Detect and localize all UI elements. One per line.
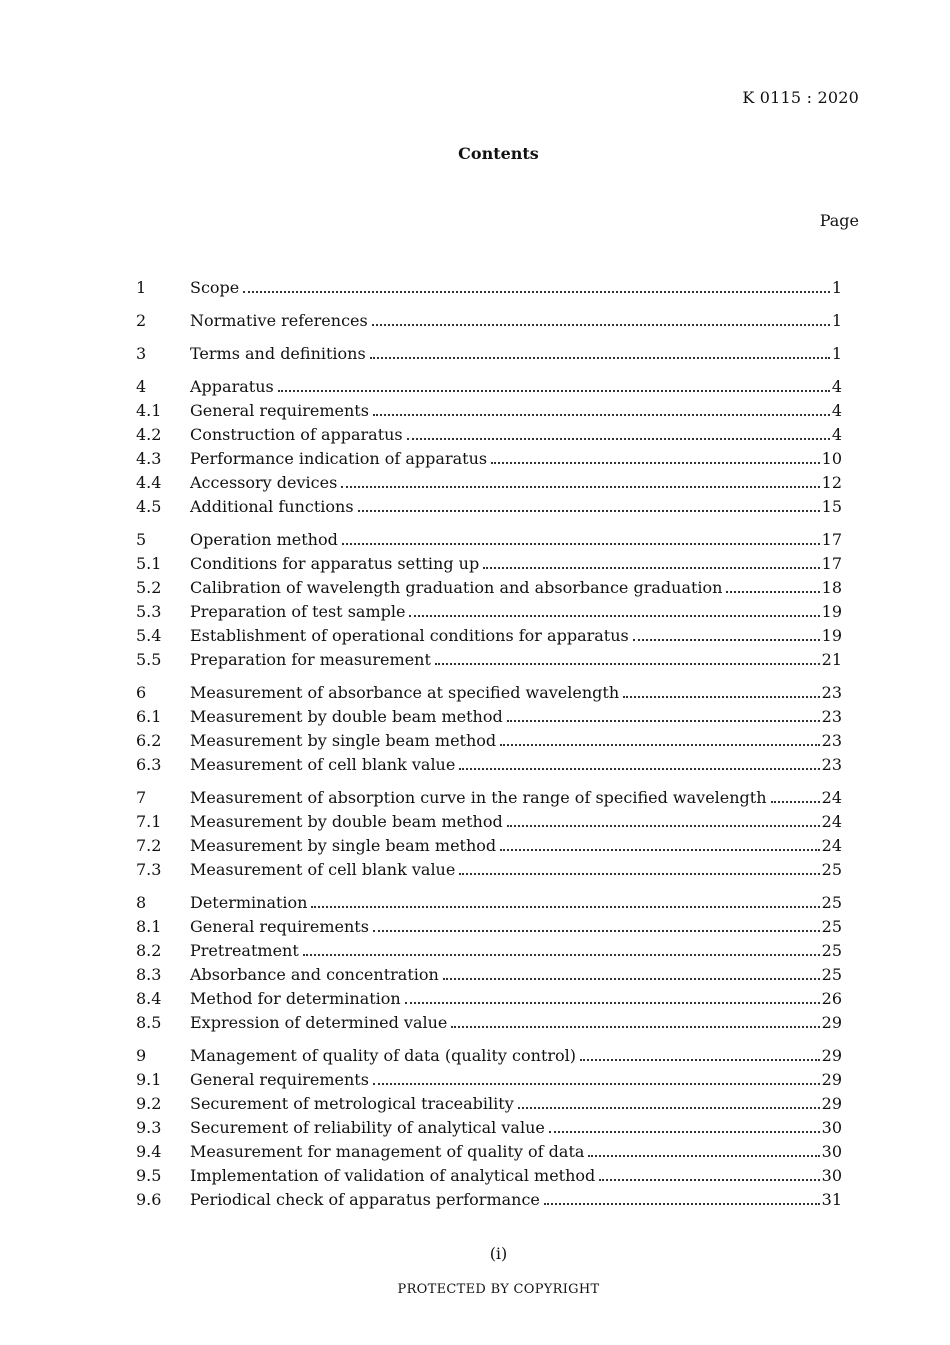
toc-entry[interactable] [136, 309, 842, 333]
toc-entry-title: Measurement of absorption curve in the range of specified wavelength [190, 788, 767, 807]
toc-entry-number: 8.5 [136, 1013, 162, 1032]
toc-section-group [136, 375, 842, 519]
toc-entry-title: Conditions for apparatus setting up [190, 554, 480, 573]
toc-entry-page: 23 [821, 731, 842, 750]
toc-entry[interactable] [136, 834, 842, 858]
toc-entry-title: Preparation for measurement [190, 650, 431, 669]
toc-entry[interactable] [136, 600, 842, 624]
toc-entry-number: 8.3 [136, 965, 162, 984]
toc-entry-page: 19 [821, 602, 842, 621]
dot-leader [373, 414, 830, 416]
toc-entry-page: 21 [821, 650, 842, 669]
toc-entry-title: Apparatus [190, 377, 274, 396]
toc-entry-number: 9.3 [136, 1118, 162, 1137]
toc-entry-number: 4.1 [136, 401, 162, 420]
toc-entry-page: 25 [821, 893, 842, 912]
toc-entry-number: 8.4 [136, 989, 162, 1008]
dot-leader [500, 744, 819, 746]
dot-leader [459, 768, 819, 770]
toc-entry[interactable] [136, 528, 842, 552]
toc-entry-title: Measurement by double beam method [190, 812, 503, 831]
toc-entry-number: 5 [136, 530, 147, 549]
toc-entry-title: Measurement by single beam method [190, 836, 497, 855]
toc-entry[interactable] [136, 1188, 842, 1212]
toc-entry-title: Scope [190, 278, 240, 297]
dot-leader [443, 978, 820, 980]
toc-entry-number: 8 [136, 893, 147, 912]
toc-entry-number: 5.4 [136, 626, 162, 645]
dot-leader [491, 462, 820, 464]
toc-entry-page: 4 [831, 377, 842, 396]
dot-leader [341, 486, 819, 488]
dot-leader [405, 1002, 820, 1004]
toc-entry[interactable] [136, 1011, 842, 1035]
toc-entry-title: Measurement by double beam method [190, 707, 503, 726]
toc-entry-page: 1 [831, 344, 842, 363]
toc-entry-page: 12 [821, 473, 842, 492]
dot-leader [373, 930, 820, 932]
toc-entry-number: 2 [136, 311, 147, 330]
toc-entry-title: Measurement by single beam method [190, 731, 497, 750]
toc-entry[interactable] [136, 1164, 842, 1188]
toc-entry-number: 9.1 [136, 1070, 162, 1089]
toc-entry-title: Absorbance and concentration [190, 965, 439, 984]
toc-entry[interactable] [136, 1068, 842, 1092]
toc-entry-number: 7 [136, 788, 147, 807]
dot-leader [544, 1203, 820, 1205]
toc-entry-page: 29 [821, 1094, 842, 1113]
toc-entry-number: 8.2 [136, 941, 162, 960]
toc-section-group [136, 342, 842, 366]
toc-entry-number: 4 [136, 377, 147, 396]
toc-entry-page: 23 [821, 683, 842, 702]
dot-leader [771, 801, 820, 803]
toc-entry-page: 23 [821, 755, 842, 774]
toc-entry-page: 15 [821, 497, 842, 516]
toc-entry-number: 8.1 [136, 917, 162, 936]
toc-entry-number: 5.2 [136, 578, 162, 597]
page-column-header: Page [819, 211, 859, 230]
toc-entry-title: Accessory devices [190, 473, 338, 492]
dot-leader [483, 567, 819, 569]
toc-section-group [136, 1044, 842, 1212]
toc-entry-page: 29 [821, 1013, 842, 1032]
toc-entry-title: Preparation of test sample [190, 602, 406, 621]
toc-entry-title: Operation method [190, 530, 338, 549]
toc-entry-title: Implementation of validation of analytical method [190, 1166, 596, 1185]
toc-entry-title: Determination [190, 893, 308, 912]
toc-entry-title: Construction of apparatus [190, 425, 403, 444]
toc-entry[interactable] [136, 495, 842, 519]
toc-entry-page: 25 [821, 965, 842, 984]
toc-entry-number: 4.5 [136, 497, 162, 516]
dot-leader [633, 639, 820, 641]
toc-entry-page: 1 [831, 311, 842, 330]
toc-entry-page: 1 [831, 278, 842, 297]
toc-entry[interactable] [136, 399, 842, 423]
toc-entry-title: Periodical check of apparatus performance [190, 1190, 540, 1209]
toc-entry[interactable] [136, 729, 842, 753]
toc-entry-number: 7.1 [136, 812, 162, 831]
table-of-contents [136, 276, 842, 1221]
copyright-notice: PROTECTED BY COPYRIGHT [397, 1282, 600, 1297]
toc-entry[interactable] [136, 987, 842, 1011]
toc-entry-page: 17 [821, 530, 842, 549]
toc-entry[interactable] [136, 858, 842, 882]
toc-entry-title: Additional functions [190, 497, 354, 516]
toc-entry[interactable] [136, 891, 842, 915]
toc-section-group [136, 528, 842, 672]
toc-entry-number: 4.2 [136, 425, 162, 444]
toc-section-group [136, 309, 842, 333]
dot-leader [303, 954, 820, 956]
dot-leader [409, 615, 819, 617]
toc-entry[interactable] [136, 753, 842, 777]
toc-entry[interactable] [136, 342, 842, 366]
toc-entry[interactable] [136, 648, 842, 672]
toc-entry[interactable] [136, 471, 842, 495]
toc-entry-number: 3 [136, 344, 147, 363]
toc-entry-page: 25 [821, 941, 842, 960]
toc-entry[interactable] [136, 915, 842, 939]
toc-entry-page: 25 [821, 917, 842, 936]
toc-entry-title: Securement of reliability of analytical value [190, 1118, 545, 1137]
toc-entry-title: Method for determination [190, 989, 401, 1008]
dot-leader [507, 825, 820, 827]
toc-entry[interactable] [136, 963, 842, 987]
toc-entry-number: 4.4 [136, 473, 162, 492]
toc-entry[interactable] [136, 786, 842, 810]
toc-entry-title: Measurement for management of quality of data [190, 1142, 585, 1161]
dot-leader [370, 357, 830, 359]
toc-entry-page: 10 [821, 449, 842, 468]
toc-entry-title: Expression of determined value [190, 1013, 448, 1032]
toc-entry-number: 5.5 [136, 650, 162, 669]
toc-entry[interactable] [136, 681, 842, 705]
toc-entry-title: Measurement of cell blank value [190, 860, 456, 879]
toc-entry-number: 9.6 [136, 1190, 162, 1209]
toc-entry-title: Normative references [190, 311, 368, 330]
toc-entry[interactable] [136, 375, 842, 399]
dot-leader [518, 1107, 820, 1109]
toc-entry-title: Management of quality of data (quality control) [190, 1046, 577, 1065]
toc-entry[interactable] [136, 1092, 842, 1116]
toc-section-group [136, 276, 842, 300]
toc-entry-title: Establishment of operational conditions for apparatus [190, 626, 629, 645]
dot-leader [459, 873, 819, 875]
toc-entry-title: General requirements [190, 917, 369, 936]
dot-leader [599, 1179, 819, 1181]
toc-entry-page: 18 [821, 578, 842, 597]
toc-entry-number: 6.2 [136, 731, 162, 750]
dot-leader [451, 1026, 819, 1028]
toc-entry-number: 5.3 [136, 602, 162, 621]
dot-leader [726, 591, 819, 593]
toc-entry[interactable] [136, 939, 842, 963]
toc-section-group [136, 681, 842, 777]
dot-leader [588, 1155, 819, 1157]
toc-section-group [136, 891, 842, 1035]
dot-leader [500, 849, 819, 851]
toc-entry-page: 23 [821, 707, 842, 726]
toc-entry[interactable] [136, 423, 842, 447]
toc-entry[interactable] [136, 1140, 842, 1164]
toc-entry-title: General requirements [190, 1070, 369, 1089]
toc-entry-number: 5.1 [136, 554, 162, 573]
toc-entry-page: 31 [821, 1190, 842, 1209]
dot-leader [435, 663, 820, 665]
toc-entry-number: 9.4 [136, 1142, 162, 1161]
dot-leader [358, 510, 820, 512]
toc-entry-number: 7.3 [136, 860, 162, 879]
dot-leader [278, 390, 830, 392]
toc-entry[interactable] [136, 810, 842, 834]
toc-entry-number: 9 [136, 1046, 147, 1065]
toc-entry-title: Securement of metrological traceability [190, 1094, 514, 1113]
toc-entry-page: 29 [821, 1046, 842, 1065]
toc-entry-page: 24 [821, 836, 842, 855]
dot-leader [580, 1059, 820, 1061]
toc-entry-title: Calibration of wavelength graduation and absorbance graduation [190, 578, 723, 597]
dot-leader [342, 543, 820, 545]
toc-section-group [136, 786, 842, 882]
dot-leader [373, 1083, 820, 1085]
standard-number: K 0115 : 2020 [742, 88, 859, 107]
toc-entry[interactable] [136, 552, 842, 576]
toc-entry-page: 24 [821, 812, 842, 831]
toc-entry-page: 4 [831, 401, 842, 420]
toc-entry-page: 30 [821, 1166, 842, 1185]
toc-entry-number: 7.2 [136, 836, 162, 855]
toc-entry[interactable] [136, 276, 842, 300]
toc-entry-number: 4.3 [136, 449, 162, 468]
footer-page-number: (i) [489, 1244, 508, 1263]
toc-entry-title: Performance indication of apparatus [190, 449, 488, 468]
toc-entry[interactable] [136, 447, 842, 471]
dot-leader [311, 906, 819, 908]
toc-entry-title: General requirements [190, 401, 369, 420]
toc-entry-number: 6.1 [136, 707, 162, 726]
dot-leader [243, 291, 830, 293]
dot-leader [549, 1131, 820, 1133]
toc-entry-page: 19 [821, 626, 842, 645]
toc-entry-title: Terms and definitions [190, 344, 366, 363]
toc-entry-page: 24 [821, 788, 842, 807]
toc-entry[interactable] [136, 1044, 842, 1068]
contents-title: Contents [458, 144, 539, 163]
toc-entry[interactable] [136, 1116, 842, 1140]
toc-entry-page: 17 [821, 554, 842, 573]
dot-leader [372, 324, 830, 326]
toc-entry-page: 26 [821, 989, 842, 1008]
toc-entry-page: 4 [831, 425, 842, 444]
dot-leader [507, 720, 820, 722]
toc-entry-page: 30 [821, 1142, 842, 1161]
toc-entry-number: 1 [136, 278, 147, 297]
dot-leader [407, 438, 830, 440]
toc-entry-page: 25 [821, 860, 842, 879]
toc-entry[interactable] [136, 576, 842, 600]
toc-entry[interactable] [136, 624, 842, 648]
toc-entry-number: 6.3 [136, 755, 162, 774]
toc-entry-page: 30 [821, 1118, 842, 1137]
toc-entry-number: 9.2 [136, 1094, 162, 1113]
dot-leader [623, 696, 820, 698]
toc-entry-title: Measurement of absorbance at specified wavelength [190, 683, 620, 702]
toc-entry-page: 29 [821, 1070, 842, 1089]
toc-entry-title: Pretreatment [190, 941, 299, 960]
toc-entry[interactable] [136, 705, 842, 729]
toc-entry-title: Measurement of cell blank value [190, 755, 456, 774]
toc-entry-number: 9.5 [136, 1166, 162, 1185]
toc-entry-number: 6 [136, 683, 147, 702]
